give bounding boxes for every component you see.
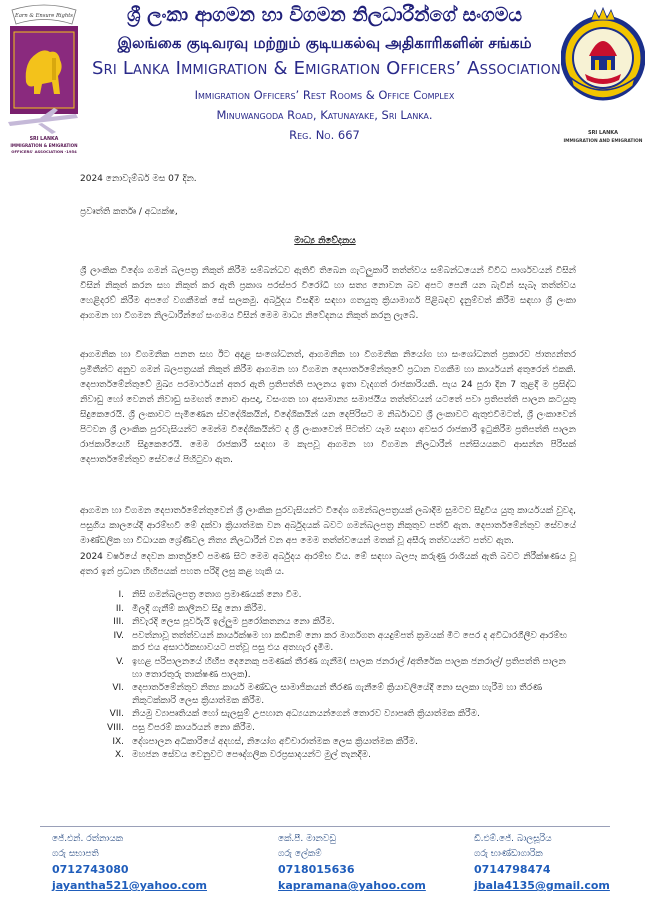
- paragraph-2: ආගමනික හා විගමනික පනත සහ ඊට අදාළ සංශෝධනත්, ආගමනික හා විගමනික නියෝග හා සංශෝධනත් ප්‍රකාරව ජාත්‍යන්තර ප්‍රමිතීන්ට අනුව ගමන් බලපත්‍රයක් නිකුත් කිරීම ආගමන හා විගමන දෙපාර්තමේන්තුවේ ප්‍රධාන වගකීම හා කාර්යයන් අතුරෙන් එකකි. දෙපාර්තමේන්තුවේ මුඛ්‍ය පරමාර්ථයන් අතර ඇති ප්‍රතිපත්ති පාලනය ඉතා වැදගත් රාජකාරියකි. පැය 24 පුරා දින 7 තුළදී ම ප්‍රසිද්ධ නිවාඩු හෝ වෙනත් නිවාඩු සමඟත් නොව ආපදා, වසංගත හා අසාමාන්‍ය සමාජයීය තත්ත්වයන් යටතේ පවා ප්‍රතිපත්ති පාලන කටයුතු සිදුකෙරෙයි. ශ්‍රී ලංකාවට පැමිණෙන ස්වදේශිකයින්, විදේශිකයින් යන දෙපිරිසට ම නිර්බාධව ශ්‍රී ලංකාවට ඇතුළුවීමටත්, ශ්‍රී ලංකාවෙන් පිටවන ශ්‍රී ලාංකික පුරවැසියන්ට මෙන්ම විදේශිකයින්ට ද ශ්‍රී ලංකාවෙන් පිටත්ව යෑම සඳහා අවසර රාජකාරී ඉටුකිරීම ප්‍රතිපත්ති පාලන රාජකාරියෙහි සිදුකෙරෙයි. මෙම රාජකාරී සඳහා ම කැපවූ ආගමන හා විගමන නිලධාරීන් පන්සියයකට ආසන්න පිරිසක් දෙපාර්තමේන්තුව සේවයේ පිහිටුවා ඇත.: [80, 350, 576, 465]
- letter-heading: මාධ්‍ය නිවේදනය: [294, 236, 356, 246]
- signatory-phone[interactable]: 0718015636: [278, 863, 355, 876]
- emblem-caption-1: SRI LANKA: [587, 130, 619, 136]
- list-item-text: පසු විපරම් කාර්යයන් නො කිරීම.: [132, 722, 255, 733]
- list-item-number: IV.: [113, 630, 124, 641]
- list-item: [80, 589, 576, 602]
- list-item-number: IX.: [112, 736, 124, 747]
- paragraph-3: ආගමන හා විගමන දෙපාර්තමේන්තුවෙන් ශ්‍රී ලාංකික පුරවැසියන්ට විදේශ ගමන්බලපත්‍රයක් ලබාදීම සුමටව සිදුවිය යුතු කාර්යයක් වුවද, පසුගිය කාලයේදී ආරම්භවී මේ දක්වා ක්‍රියාත්මක වන අර්බුදයක් බවට ගමන්බලපත්‍ර නිකුතුව පත්වී ඇත. දෙපාර්තමේන්තුව සේවයේ මාණ්ඩලික හා විධායක ශ්‍රේණිවල නිත්‍ය නිලධාරීන් වන අප මෙම තත්ත්වයෙන් මතක් වූ අසීරු තත්වයන්ට පත්ව ඇත.: [80, 506, 576, 546]
- paragraph-4: 2024 වර්ෂයේ දෙවන කාර්තුවේ පමණ සිට මෙම අර්බුදය ආරම්භ විය. මේ සඳහා බලපෑ කරුණු රාශියක් ඇති බවට නිරීක්ෂණය වූ අතර ඉන් ප්‍රධාන හිඟිපයක් පහත පරිදි ලඝු කළ හැකි ය.: [80, 552, 576, 577]
- signatory-president: [52, 832, 252, 894]
- issues-list: [80, 589, 576, 763]
- signatory-role: ගරු සභාපති: [52, 849, 99, 859]
- signatory-name: ජේ.එන්. රත්නායක: [52, 834, 123, 844]
- list-item: [80, 603, 576, 616]
- signatory-role: ගරු ලේකම්: [278, 849, 322, 859]
- list-item: [80, 708, 576, 721]
- association-logo: [6, 2, 82, 158]
- emblem-caption-2: IMMIGRATION AND EMIGRATION: [563, 139, 643, 144]
- signatory-name: කේ.පී. මානවඩු: [278, 834, 336, 844]
- list-item-number: III.: [113, 617, 124, 628]
- list-item-number: I.: [118, 590, 124, 600]
- signatory-phone[interactable]: 0714798474: [474, 863, 551, 876]
- signatory-treasurer: [474, 832, 650, 894]
- paragraph-1: ශ්‍රී ලාංකික විදේශ ගමන් බලපත්‍ර නිකුත් කිරීම සම්බන්ධව ඇතිවී තිබෙන ගැටලුකාරී තත්ත්වය සම්බන්ධයෙන් විවිධ පාර්ශවයන් විසින් විසින් නිකුත් කරන සහ නිකුත් කර ඇති ප්‍රකාශ පරස්පර විරෝධී හා සත්‍ය නොවන බව අපට පෙනී යන බැවින් සැබෑ තත්ත්වය හෙළිදරව් කිරීම අපගේ වගකීමක් සේ සලකමු. අර්බුදය විසඳීම සඳහා ගතයුතු ක්‍රියාමාර්ග පිළිබඳව දැනුම්වත් කිරීම සඳහා ශ්‍රී ලංකා ආගමන හා විගමන නිලධාරීන්ගේ සංගමය විසින් මෙම මාධ්‍ය නිවේදනය නිකුත් කරනු ලැබේ.: [80, 266, 576, 321]
- list-item: [80, 616, 576, 629]
- logo-caption-1: SRI LANKA: [29, 137, 59, 142]
- list-item-number: VI.: [112, 683, 124, 694]
- registration-number: Reg. No. 667: [289, 128, 360, 142]
- signature-footer: [0, 826, 650, 896]
- letterhead: [0, 0, 650, 160]
- list-item-text: ඉහළ පරිපාලනයේ හිඟීප දෙනෙකු පමණක් තීරණ ගැනීම( පාලක ජනරාල් /අතිරේක පාලක ජනරාල්/ ප්‍රතිපත්ති පාලන හා තොරතුරු තාක්ෂණ පාලක).: [132, 656, 566, 680]
- title-english: Sri Lanka Immigration & Emigration Officers’ Association: [92, 58, 561, 79]
- logo-motto: Earn & Ensure Rights: [15, 13, 73, 19]
- signatory-phone[interactable]: 0712743080: [52, 863, 129, 876]
- subtitle: Immigration Officers’ Rest Rooms & Office Complex: [194, 88, 455, 102]
- list-item-number: II.: [115, 603, 124, 614]
- list-item: [80, 656, 576, 681]
- list-item-text: නිවැරදි ලෙස පූර්වැයි ඉල්ලුම පුරෝකතනය නො කිරීම.: [132, 617, 335, 628]
- list-item-text: දේශපාලන අධිකාරියේ අදහස්, නියෝග අවිචාරාත්මක ලෙස ක්‍රියාත්මක කිරීම.: [132, 736, 418, 747]
- list-item-number: VIII.: [107, 722, 124, 733]
- list-item-text: පවත්නාවූ තත්ත්වයන් කාර්යක්ෂම හා කඩිනම් නො කර මාර්ගගත අයදුම්පත් ක්‍රමයක් මීට පෙර ද අවිධාරගීලීව ආරම්භ කර එය අසාර්ථකභාවයට පත්වූ පසු එය අතහැර දැමීම.: [132, 630, 568, 654]
- signatory-role: ගරු භාණ්ඩාගාරික: [474, 849, 543, 859]
- logo-caption-2: IMMIGRATION & EMIGRATION: [10, 143, 78, 148]
- crown-icon: [591, 8, 615, 20]
- signatory-email-link[interactable]: kapramana@yahoo.com: [278, 879, 426, 892]
- list-item-number: V.: [116, 656, 124, 667]
- list-item: [80, 682, 576, 707]
- logo-caption-3: OFFICERS' ASSOCIATION -1954: [11, 149, 77, 154]
- address: Minuwangoda Road, Katunayake, Sri Lanka.: [216, 108, 433, 122]
- signatory-name: ඩී.එම්.ජේ. බාලසූරිය: [474, 834, 552, 844]
- list-item: [80, 630, 576, 655]
- list-item-number: X.: [114, 750, 124, 761]
- list-item: [80, 749, 576, 762]
- title-tamil: இலங்கை குடிவரவு மற்றும் குடியகல்வு அதிகாரிகளின் சங்கம்: [117, 34, 532, 52]
- list-item-text: දෙපාර්තමේන්තුව නිත්‍ය කාර්ය මණ්ඩල සාමාජිකයන් තීරණ ගැනීමේ ක්‍රියාවලියේදී නො සලකා හැරීම හා තීරණ නිකුටක්කාරි ලෙස ක්‍රියාත්මක කිරීම.: [132, 683, 543, 706]
- list-item-text: නියමු ව්‍යාපෘතියක් හෝ සැලසුම් උපහාන අධ්‍යයනයන්ගෙන් තොරව ව්‍යාපෘති ක්‍රියාත්මක කිරීම.: [132, 709, 480, 720]
- letter-date: 2024 නොවැම්බර් මස 07 දින.: [80, 174, 197, 184]
- list-item-text: මිලදී ගැනීම් කාලීනව සිදු නො කිරීම.: [132, 603, 267, 614]
- list-item: [80, 722, 576, 735]
- department-emblem: [561, 6, 645, 156]
- signatory-secretary: [278, 832, 478, 894]
- letter-salutation: ප්‍රවෘත්ති කර්තෘ / අධ්‍යක්ෂ,: [80, 207, 178, 217]
- list-item: [80, 736, 576, 749]
- list-item-text: නිසි ගමන්බලපත්‍ර තොග ප්‍රමාණයක් නො වීම.: [132, 590, 302, 600]
- footer-divider: [40, 826, 610, 827]
- list-item-text: මහජන සේවය වෙනුවට පෞද්ගලික වරප්‍රසාදයන්ට මුල් තැනදීම.: [132, 750, 371, 761]
- signatory-email-link[interactable]: jbala4135@gmail.com: [474, 879, 610, 892]
- signatory-email-link[interactable]: jayantha521@yahoo.com: [52, 879, 208, 892]
- title-sinhala: ශ්‍රී ලංකා ආගමන හා විගමන නිලධාරීන්ගේ සංගමය: [126, 4, 523, 26]
- list-item-number: VII.: [109, 709, 124, 720]
